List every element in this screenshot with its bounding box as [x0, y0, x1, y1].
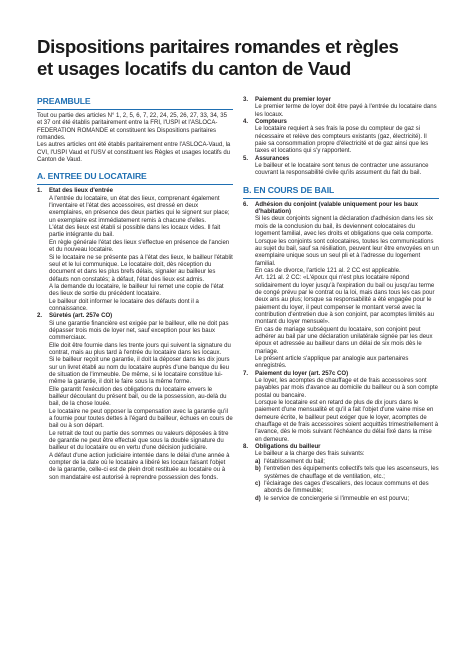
article-6-paragraph-5: En cas de mariage subséquent du locataire, son conjoint peut adhérer au bail par une déclaration unilatérale signée par les deux époux et adressée au bailleur dans un délai de six mois dès le mariage. [255, 326, 433, 355]
article-6-number: 6. [243, 201, 249, 208]
article-1-number: 1. [37, 188, 43, 195]
article-8-item-a [255, 459, 439, 466]
article-8-item-c-label: c) [255, 480, 261, 487]
article-2-paragraph-5: Le locataire ne peut opposer la compensation avec la garantie qu'il a fournie pour toutes dettes à l'égard du bailleur, échues en cours de bail ou à son départ. [49, 408, 233, 430]
article-4-paragraph-1: Le locataire requiert à ses frais la pose du compteur de gaz si nécessaire et relève des compteurs existants (gaz, électricité). Il paie sa consommation propre d'électricité et de gaz ainsi que les taxes et locations qui s'y rapportent. [255, 126, 429, 155]
article-8-intro: Le bailleur a la charge des frais suivants: [255, 451, 365, 458]
article-4-title: Compteurs [255, 119, 287, 126]
article-1-paragraph-1: A l'entrée du locataire, un état des lieux, comprenant également l'inventaire et l'état des accessoires, est dressé en deux exemplaires, en présence des deux parties qui le signent sur place; un exemplaire est immédiatement remis à chacune d'elles. [49, 195, 230, 224]
article-5-number: 5. [243, 155, 249, 162]
article-1 [37, 188, 233, 313]
article-8-item-a-label: a) [255, 458, 261, 465]
article-3-title: Paiement du premier loyer [255, 97, 331, 103]
left-column [37, 96, 233, 482]
article-6-paragraph-3: En cas de divorce, l'article 121 al. 2 CC est applicable. [255, 267, 401, 274]
article-8-item-b-text: l'entretien des équipements collectifs tels que les ascenseurs, les systèmes de chauffage et de ventilation, etc.; [264, 466, 439, 480]
page-title: Dispositions paritaires romandes et règles et usages locatifs du canton de Vaud [37, 36, 399, 79]
article-7-title: Paiement du loyer (art. 257c CO) [255, 370, 349, 377]
article-2-paragraph-7: A défaut d'une action judiciaire intentée dans le délai d'une année à compter de la date où le locataire a libéré les locaux faisant l'objet de la garantie, celle-ci est de plein droit restituée au locataire ou à son mandataire est autorisé à reprendre possession des fonds. [49, 452, 230, 481]
article-6-paragraph-1: Si les deux conjoints signent la déclaration d'adhésion dans les six mois de la conclusion du bail, ils deviennent colocataires du logement familial, avec les droits et obligations que cela comporte. [255, 216, 433, 238]
article-5-title: Assurances [255, 155, 290, 162]
preambule-paragraph-1: Tout ou partie des articles N° 1, 2, 5, 6, 7, 22, 24, 25, 26, 27, 33, 34, 35 et 37 ont été établis paritairement entre la FRI, l'USPI et l'ASLOCA-FEDERATION ROMANDE et constituent les Dispositions paritaires romandes. [37, 113, 227, 142]
article-1-paragraph-2: L'état des lieux est établi si possible dans les locaux vides. Il fait partie intégrante du bail. [49, 225, 221, 239]
article-1-paragraph-3: En règle générale l'état des lieux s'effectue en présence de l'ancien et du nouveau locataire. [49, 239, 230, 254]
preambule-heading: PREAMBULE [37, 96, 233, 110]
article-4-number: 4. [243, 119, 249, 126]
article-8-number: 8. [243, 444, 249, 451]
article-2-paragraph-4: Elle garantit l'exécution des obligations du locataire envers le bailleur découlant du présent bail, ou de la possession, au-delà du bail, de la chose louée. [49, 386, 227, 408]
right-column [243, 97, 439, 503]
article-8-title: Obligations du bailleur [255, 444, 321, 451]
article-2 [37, 313, 233, 482]
article-5 [243, 156, 439, 178]
article-6-paragraph-6: Le présent article s'applique par analogie aux partenaires enregistrés. [255, 356, 409, 370]
article-8 [243, 444, 439, 503]
article-1-paragraph-4: Si le locataire ne se présente pas à l'état des lieux, le bailleur l'établit seul et le lui communique. Le locataire doit, dès réception du document et dans les plus brefs délais, signaler au bailleur les défauts non constatés; à défaut, l'état des lieux est admis. [49, 254, 233, 283]
article-3-paragraph-1: Le premier terme de loyer doit être payé à l'entrée du locataire dans les locaux. [255, 104, 437, 118]
article-7 [243, 371, 439, 444]
article-8-item-b-label: b) [255, 466, 261, 473]
article-8-item-d [255, 496, 439, 503]
article-8-item-c [255, 481, 439, 496]
article-6 [243, 202, 439, 371]
article-8-item-b [255, 466, 439, 481]
article-6-title: Adhésion du conjoint (valable uniquement pour les baux d'habitation) [255, 201, 418, 216]
article-7-number: 7. [243, 370, 249, 377]
article-1-paragraph-6: Le bailleur doit informer le locataire des défauts dont il a connaissance. [49, 298, 199, 312]
article-8-item-c-text: l'éclairage des cages d'escaliers, des locaux communs et des abords de l'immeuble; [264, 480, 429, 495]
article-2-paragraph-1: Si une garantie financière est exigée par le bailleur, elle ne doit pas dépasser trois mois de loyer net, sauf exception pour les baux commerciaux. [49, 320, 229, 342]
section-b-heading: B. EN COURS DE BAIL [243, 185, 439, 199]
article-8-item-d-text: le service de conciergerie si l'immeuble en est pourvu; [264, 495, 410, 502]
article-2-title: Sûretés (art. 257e CO) [49, 313, 113, 320]
article-3-number: 3. [243, 97, 249, 103]
article-1-title: Etat des lieux d'entrée [49, 188, 113, 195]
article-4 [243, 119, 439, 156]
article-3 [243, 97, 439, 119]
article-2-paragraph-6: Le retrait de tout ou partie des sommes ou valeurs déposées à titre de garantie ne peut être effectué que sous la double signature du bailleur et du locataire ou en vertu d'une décision judiciaire. [49, 430, 229, 452]
article-1-paragraph-5: A la demande du locataire, le bailleur lui remet une copie de l'état des lieux de sortie du précédent locataire. [49, 283, 224, 298]
article-2-paragraph-3: Si le bailleur reçoit une garantie, il doit la déposer dans les dix jours sur un livret établi au nom du locataire auprès d'une banque du lieu de situation de l'immeuble. De même, si le locataire constitue lui-même la garantie, il doit le faire sous la même forme. [49, 357, 230, 386]
section-a-heading: A. ENTREE DU LOCATAIRE [37, 171, 233, 185]
article-7-paragraph-2: Lorsque le locataire est en retard de plus de dix jours dans le paiement d'une mensualité et qu'il a fait l'objet d'une vaine mise en demeure écrite, le bailleur peut exiger que le loyer, acomptes de chauffage et de frais accessoires soient acquittés trimestriellement à l'avance, dès le mois suivant l'échéance du délai fixé dans la mise en demeure. [255, 400, 439, 443]
article-7-paragraph-1: Le loyer, les acomptes de chauffage et de frais accessoires sont payables par mois d'avance au domicile du bailleur ou à son compte postal ou bancaire. [255, 378, 439, 399]
article-5-paragraph-1: Le bailleur et le locataire sont tenus de contracter une assurance couvrant la responsabilité civile qu'ils assument du fait du bail. [255, 163, 429, 177]
preambule-paragraph-2: Les autres articles ont été établis paritairement entre l'ASLOCA-Vaud, la CVI, l'USPI Vaud et l'USV et constituent les Règles et usages locatifs du Canton de Vaud. [37, 142, 231, 164]
article-6-paragraph-2: Lorsque les conjoints sont colocataires, toutes les communications au sujet du bail, sauf sa résiliation, peuvent leur être envoyées en un exemplaire unique sous un seul pli et à l'adresse du logement familial. [255, 238, 439, 267]
article-2-paragraph-2: Elle doit être fournie dans les trente jours qui suivent la signature du contrat, mais au plus tard à l'entrée du locataire dans les locaux. [49, 342, 231, 356]
article-8-item-a-text: l'établissement du bail; [264, 458, 325, 465]
article-6-paragraph-4: Art. 121 al. 2 CC: «L'époux qui n'est plus locataire répond solidairement du loyer jusqu'à l'expiration du bail ou jusqu'au terme de congé prévu par le contrat ou la loi, mais dans tous les cas pour deux ans au plus; lorsque sa responsabilité a été engagée pour le paiement du loyer, il peut compenser le montant versé avec la contribution d'entretien due à son conjoint, par acomptes limités au montant du loyer mensuel». [255, 275, 435, 326]
article-2-number: 2. [37, 313, 43, 320]
article-8-item-d-label: d) [255, 495, 261, 502]
